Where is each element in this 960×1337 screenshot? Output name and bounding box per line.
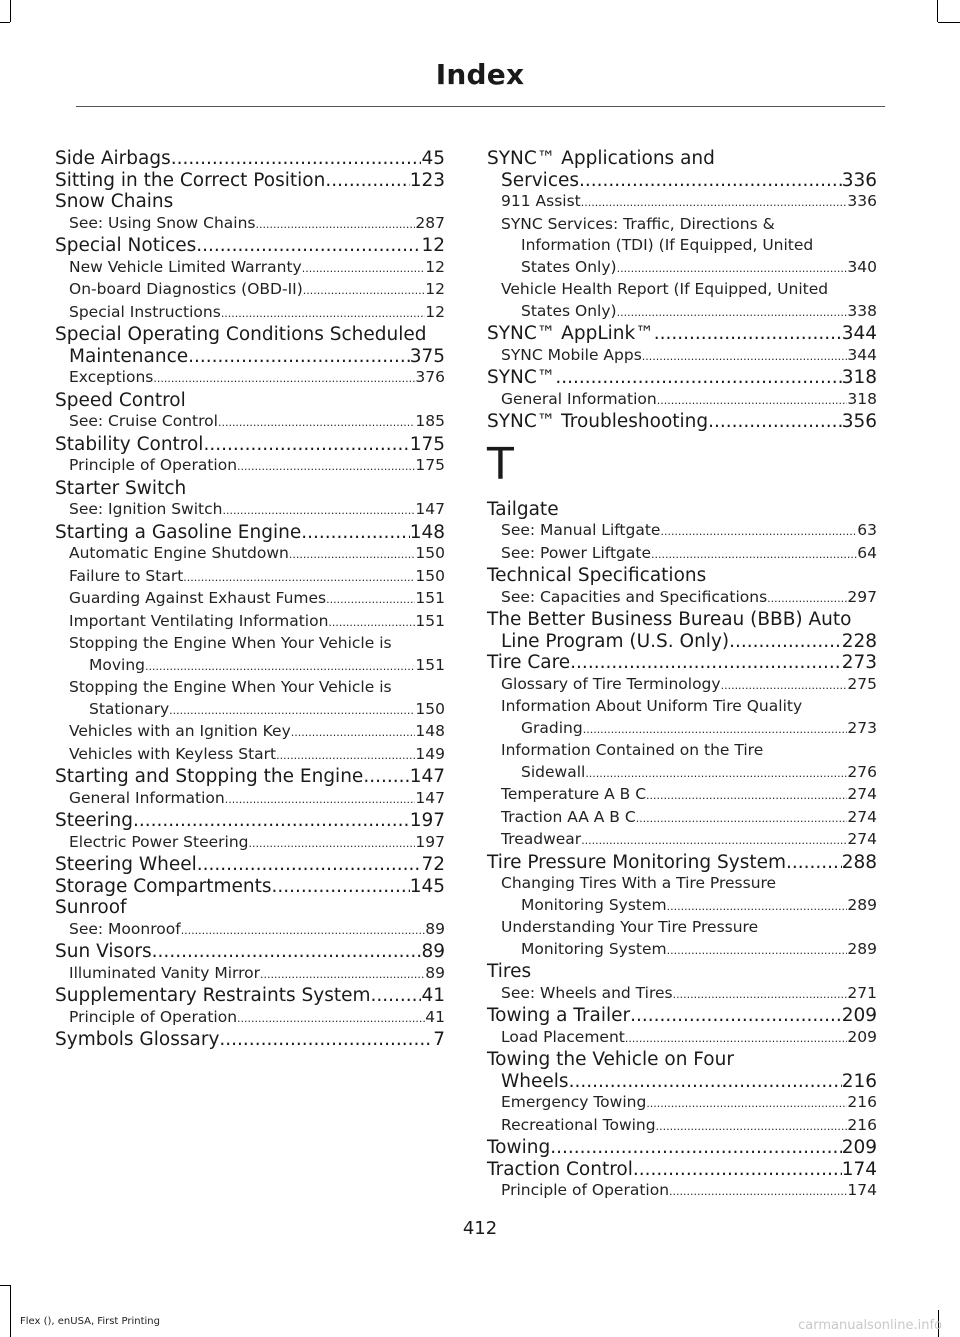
entry-page-number: 41 [421, 985, 445, 1006]
entry-page-number: 274 [847, 807, 877, 826]
entry-label: Vehicles with an Ignition Key [69, 722, 291, 740]
index-subentry [55, 302, 445, 325]
entry-page-number: 175 [415, 456, 445, 474]
index-heading: Towing the Vehicle on Four [487, 1049, 734, 1070]
index-subentry [55, 788, 445, 811]
index-entry [55, 170, 445, 192]
index-entry [55, 941, 445, 963]
index-entry [487, 652, 877, 674]
entry-label: Electric Power Steering [69, 832, 249, 851]
index-subentry [487, 1027, 877, 1050]
index-subentry [487, 191, 877, 214]
dot-leader [569, 1071, 842, 1093]
dot-leader [153, 368, 415, 390]
entry-page-number: 150 [415, 544, 445, 562]
index-heading: Special Operating Conditions Scheduled [55, 324, 427, 345]
dot-leader [183, 567, 415, 589]
entry-page-number: 271 [847, 983, 877, 1002]
entry-page-number: 151 [415, 655, 445, 674]
entry-page-number: 149 [415, 744, 445, 763]
entry-label: See: Power Liftgate [501, 543, 652, 562]
entry-label: Side Airbags [55, 148, 171, 169]
index-subentry-text: Information Contained on the Tire [501, 741, 764, 759]
index-heading: Technical Specifications [487, 565, 707, 586]
entry-page-number: 297 [847, 587, 877, 606]
entry-label: 911 Assist [501, 192, 581, 210]
index-subentry-text: Vehicle Health Report (If Equipped, United [501, 280, 829, 298]
dot-leader [767, 588, 847, 610]
entry-page-number: 274 [847, 785, 877, 803]
entry-page-number: 216 [847, 1115, 877, 1134]
index-subentry [487, 389, 877, 412]
index-subentry [487, 1115, 877, 1138]
entry-page-number: 336 [841, 169, 877, 191]
entry-page-number: 375 [409, 345, 445, 367]
entry-label: States Only) [521, 257, 617, 276]
entry-page-number: 151 [415, 611, 445, 630]
entry-page-number: 174 [847, 1181, 877, 1199]
dot-leader [181, 920, 426, 942]
dot-leader [219, 1029, 433, 1051]
index-subentry [55, 367, 445, 390]
entry-label: Special Instructions [69, 302, 221, 321]
index-subentry [487, 1092, 877, 1115]
entry-label: See: Cruise Control [69, 412, 218, 430]
entry-page-number: 12 [425, 280, 445, 298]
dot-leader [260, 964, 425, 986]
entry-label: SYNC Mobile Apps [501, 345, 642, 364]
index-entry [55, 985, 445, 1007]
dot-leader [169, 700, 415, 722]
dot-leader [152, 941, 422, 963]
dot-leader [325, 170, 409, 192]
entry-page-number: 276 [847, 762, 877, 781]
index-subentry [55, 566, 445, 589]
dot-leader [625, 1028, 848, 1050]
crop-mark-bottom-left-h [0, 1285, 10, 1286]
index-subentry [55, 963, 445, 986]
entry-page-number: 344 [847, 345, 877, 364]
index-subentry [487, 762, 877, 785]
dot-leader [667, 896, 848, 918]
dot-leader [371, 985, 422, 1007]
index-subentry [55, 411, 445, 434]
index-subentry [487, 345, 877, 368]
entry-label: Starting a Gasoline Engine [55, 521, 302, 543]
dot-leader [654, 323, 842, 345]
index-entry [487, 411, 877, 433]
index-subentry-text: Stopping the Engine When Your Vehicle is [69, 678, 392, 696]
index-subentry [487, 718, 877, 741]
entry-page-number: 228 [841, 630, 877, 652]
crop-mark-top-left-v [10, 0, 11, 22]
entry-page-number: 41 [425, 1007, 445, 1026]
entry-page-number: 318 [847, 389, 877, 408]
index-subentry-text: Changing Tires With a Tire Pressure [501, 874, 777, 892]
entry-page-number: 288 [841, 851, 877, 873]
entry-page-number: 175 [409, 433, 445, 455]
entry-label: Exceptions [69, 368, 154, 386]
entry-label: Grading [521, 718, 583, 737]
index-entry [55, 810, 445, 832]
entry-page-number: 274 [847, 830, 877, 848]
entry-label: On-board Diagnostics (OBD-II) [69, 280, 303, 298]
entry-page-number: 45 [421, 148, 445, 169]
entry-page-number: 289 [847, 895, 877, 914]
dot-leader [302, 258, 426, 280]
crop-mark-top-left-h [0, 22, 10, 23]
index-subentry [55, 279, 445, 302]
index-heading: Tailgate [487, 498, 559, 520]
entry-page-number: 216 [841, 1070, 877, 1092]
entry-page-number: 147 [415, 788, 445, 807]
dot-leader [248, 833, 415, 855]
entry-label: Monitoring System [521, 939, 667, 958]
entry-label: Tire Pressure Monitoring System [487, 851, 787, 873]
index-entry [55, 148, 445, 170]
index-subentry [487, 301, 877, 324]
index-subentry [55, 257, 445, 280]
entry-page-number: 336 [847, 192, 877, 210]
entry-label: Automatic Engine Shutdown [69, 544, 289, 562]
dot-leader [197, 854, 422, 876]
index-subentry [55, 543, 445, 566]
entry-page-number: 209 [847, 1027, 877, 1046]
entry-label: Emergency Towing [501, 1093, 647, 1111]
index-subentry [55, 721, 445, 744]
entry-label: Line Program (U.S. Only) [501, 630, 730, 652]
dot-leader [667, 940, 848, 962]
index-heading: Snow Chains [55, 191, 174, 212]
entry-label: See: Wheels and Tires [501, 983, 673, 1002]
entry-label: Symbols Glossary [55, 1029, 220, 1050]
entry-page-number: 185 [415, 412, 445, 430]
footer-text: Flex (), enUSA, First Printing [20, 1316, 160, 1327]
index-subentry [487, 1180, 877, 1203]
index-heading: Starter Switch [55, 477, 187, 499]
index-entry [55, 434, 445, 456]
entry-label: SYNC™ Troubleshooting [487, 411, 709, 432]
index-subentry [55, 611, 445, 634]
index-subentry [55, 832, 445, 855]
index-subentry [55, 455, 445, 478]
entry-label: Principle of Operation [69, 456, 238, 474]
dot-leader [708, 411, 842, 433]
entry-page-number: 7 [433, 1029, 445, 1050]
index-subentry [487, 520, 877, 543]
index-subentry [55, 499, 445, 522]
entry-label: Sitting in the Correct Position [55, 169, 326, 191]
entry-label: Steering Wheel [55, 854, 197, 875]
dot-leader [721, 675, 848, 697]
index-subentry [55, 213, 445, 236]
index-heading: The Better Business Bureau (BBB) Auto [487, 609, 852, 630]
dot-leader [237, 1008, 425, 1030]
entry-label: New Vehicle Limited Warranty [69, 257, 302, 276]
entry-label: See: Manual Liftgate [501, 521, 661, 539]
entry-label: Stability Control [55, 433, 204, 455]
entry-label: Treadwear [501, 830, 582, 848]
entry-label: Tire Care [487, 652, 571, 673]
index-column-left [55, 148, 445, 1051]
index-subentry [487, 807, 877, 830]
entry-label: Illuminated Vanity Mirror [69, 963, 260, 982]
index-subentry [487, 939, 877, 962]
entry-page-number: 148 [415, 722, 445, 740]
dot-leader [133, 810, 410, 832]
index-entry [55, 854, 445, 876]
dot-leader [581, 192, 848, 214]
index-subentry-text: Stopping the Engine When Your Vehicle is [69, 634, 392, 652]
index-subentry-text: Information About Uniform Tire Quality [501, 697, 803, 715]
entry-label: See: Using Snow Chains [69, 213, 256, 232]
entry-page-number: 209 [841, 1005, 877, 1026]
entry-page-number: 318 [841, 367, 877, 388]
entry-label: Temperature A B C [501, 785, 647, 803]
entry-page-number: 147 [409, 766, 445, 787]
entry-page-number: 150 [415, 566, 445, 585]
entry-label: Storage Compartments [55, 875, 272, 897]
dot-leader [301, 522, 409, 544]
entry-label: Special Notices [55, 235, 197, 256]
entry-page-number: 12 [425, 302, 445, 321]
dot-leader [203, 434, 409, 456]
entry-page-number: 287 [415, 213, 445, 232]
entry-label: See: Capacities and Specifications [501, 587, 768, 606]
dot-leader [630, 1005, 842, 1027]
index-subentry [55, 588, 445, 611]
entry-label: Principle of Operation [69, 1007, 238, 1026]
dot-leader [646, 785, 847, 807]
index-subentry [55, 699, 445, 722]
dot-leader [188, 346, 410, 368]
dot-leader [729, 631, 842, 653]
dot-leader [328, 612, 415, 634]
index-subentry [487, 674, 877, 697]
entry-label: Moving [89, 655, 145, 674]
index-entry [55, 522, 445, 544]
entry-page-number: 338 [847, 301, 877, 320]
entry-label: Maintenance [69, 345, 189, 367]
index-entry [55, 1029, 445, 1051]
dot-leader [651, 544, 857, 566]
page-number: 412 [462, 1218, 498, 1239]
entry-page-number: 89 [425, 963, 445, 982]
entry-label: Stationary [89, 699, 170, 718]
index-entry [487, 852, 877, 874]
entry-label: Principle of Operation [501, 1181, 670, 1199]
index-entry [487, 367, 877, 389]
index-subentry [487, 784, 877, 807]
index-entry [487, 1137, 877, 1159]
entry-page-number: 147 [415, 500, 445, 518]
entry-page-number: 12 [421, 235, 445, 256]
entry-page-number: 63 [857, 521, 877, 539]
dot-leader [291, 722, 416, 744]
entry-label: Glossary of Tire Terminology [501, 674, 721, 693]
dot-leader [581, 830, 847, 852]
dot-leader [583, 719, 848, 741]
dot-leader [656, 1116, 848, 1138]
entry-label: SYNC™ [487, 367, 556, 388]
entry-label: General Information [69, 788, 225, 807]
entry-page-number: 12 [425, 257, 445, 276]
dot-leader [171, 148, 422, 170]
entry-label: Services [501, 169, 580, 191]
entry-page-number: 64 [857, 543, 877, 562]
entry-label: Vehicles with Keyless Start [69, 744, 277, 763]
dot-leader [550, 1137, 841, 1159]
entry-page-number: 150 [415, 699, 445, 718]
entry-label: Guarding Against Exhaust Fumes [69, 589, 327, 607]
index-subentry [487, 983, 877, 1006]
entry-label: Failure to Start [69, 566, 184, 585]
entry-label: Traction AA A B C [501, 807, 636, 826]
index-heading: Speed Control [55, 389, 186, 411]
entry-page-number: 376 [415, 368, 445, 386]
dot-leader [669, 1181, 847, 1203]
entry-label: Recreational Towing [501, 1115, 656, 1134]
index-subentry-text: Information (TDI) (If Equipped, United [521, 236, 814, 254]
dot-leader [786, 852, 842, 874]
entry-page-number: 89 [425, 919, 445, 938]
entry-page-number: 273 [841, 652, 877, 673]
entry-label: Steering [55, 810, 133, 831]
dot-leader [196, 235, 421, 257]
index-subentry [55, 655, 445, 678]
entry-page-number: 289 [847, 939, 877, 958]
dot-leader [271, 876, 409, 898]
index-subentry [487, 895, 877, 918]
index-subentry-text: Understanding Your Tire Pressure [501, 918, 759, 936]
index-entry [487, 1159, 877, 1181]
crop-mark-bottom-left-v [10, 1285, 11, 1337]
entry-label: Supplementary Restraints System [55, 985, 371, 1006]
dot-leader [633, 1159, 842, 1181]
entry-page-number: 344 [841, 323, 877, 344]
index-entry [55, 346, 445, 368]
entry-label: Load Placement [501, 1027, 625, 1046]
entry-label: Important Ventilating Information [69, 611, 329, 630]
entry-page-number: 273 [847, 718, 877, 737]
index-entry [55, 876, 445, 898]
index-subentry [55, 1007, 445, 1030]
index-subentry [487, 543, 877, 566]
dot-leader [579, 170, 842, 192]
index-subentry [487, 829, 877, 852]
entry-page-number: 216 [847, 1093, 877, 1111]
dot-leader [617, 302, 848, 324]
dot-leader [585, 763, 847, 785]
entry-page-number: 356 [841, 411, 877, 432]
dot-leader [363, 766, 409, 788]
dot-leader [646, 1093, 847, 1115]
index-entry [55, 766, 445, 788]
entry-label: See: Moonroof [69, 919, 181, 938]
crop-mark-top-right-v [937, 0, 938, 22]
dot-leader [255, 214, 415, 236]
dot-leader [657, 390, 848, 412]
entry-page-number: 151 [415, 589, 445, 607]
dot-leader [642, 346, 848, 368]
index-subentry [487, 257, 877, 280]
index-heading: Tires [487, 961, 532, 982]
dot-leader [218, 412, 415, 434]
index-heading: Sunroof [55, 897, 127, 918]
entry-page-number: 340 [847, 257, 877, 276]
entry-page-number: 89 [421, 941, 445, 962]
entry-label: General Information [501, 389, 657, 408]
dot-leader [636, 808, 848, 830]
entry-page-number: 197 [409, 810, 445, 831]
dot-leader [673, 984, 848, 1006]
entry-label: Starting and Stopping the Engine [55, 766, 364, 787]
index-entry [487, 170, 877, 192]
page-title: Index [435, 58, 525, 91]
index-subentry [55, 919, 445, 942]
index-subentry [487, 587, 877, 610]
dot-leader [289, 544, 416, 566]
dot-leader [303, 280, 425, 302]
dot-leader [145, 656, 415, 678]
entry-label: Monitoring System [521, 895, 667, 914]
entry-page-number: 148 [409, 521, 445, 543]
entry-label: Sun Visors [55, 941, 152, 962]
dot-leader [555, 367, 841, 389]
index-subentry [55, 744, 445, 767]
entry-label: Towing a Trailer [487, 1005, 631, 1026]
dot-leader [570, 652, 842, 674]
dot-leader [276, 745, 415, 767]
dot-leader [237, 456, 415, 478]
index-column-right [487, 148, 877, 1203]
entry-page-number: 145 [409, 875, 445, 897]
entry-page-number: 174 [841, 1158, 877, 1180]
dot-leader [617, 258, 848, 280]
entry-label: Towing [487, 1137, 551, 1158]
index-entry [55, 235, 445, 257]
index-entry [487, 1071, 877, 1093]
index-heading: SYNC™ Applications and [487, 148, 715, 169]
entry-label: Traction Control [487, 1158, 633, 1180]
entry-page-number: 123 [409, 169, 445, 191]
dot-leader [660, 521, 857, 543]
entry-page-number: 72 [421, 854, 445, 875]
entry-page-number: 209 [841, 1137, 877, 1158]
index-entry [487, 323, 877, 345]
entry-page-number: 275 [847, 674, 877, 693]
dot-leader [221, 303, 425, 325]
entry-page-number: 197 [415, 832, 445, 851]
index-entry [487, 631, 877, 653]
entry-label: SYNC™ AppLink™ [487, 323, 654, 344]
entry-label: Sidewall [521, 762, 586, 781]
section-letter: T [487, 438, 514, 490]
dot-leader [222, 500, 415, 522]
title-divider [76, 106, 885, 107]
entry-label: Wheels [501, 1070, 569, 1092]
dot-leader [225, 789, 416, 811]
entry-label: See: Ignition Switch [69, 500, 223, 518]
watermark: carmanualsonline.info [798, 1318, 942, 1333]
index-subentry-text: SYNC Services: Traffic, Directions & [501, 214, 775, 233]
crop-mark-top-right-h [938, 22, 960, 23]
entry-label: States Only) [521, 301, 617, 320]
index-entry [487, 1005, 877, 1027]
dot-leader [326, 589, 415, 611]
